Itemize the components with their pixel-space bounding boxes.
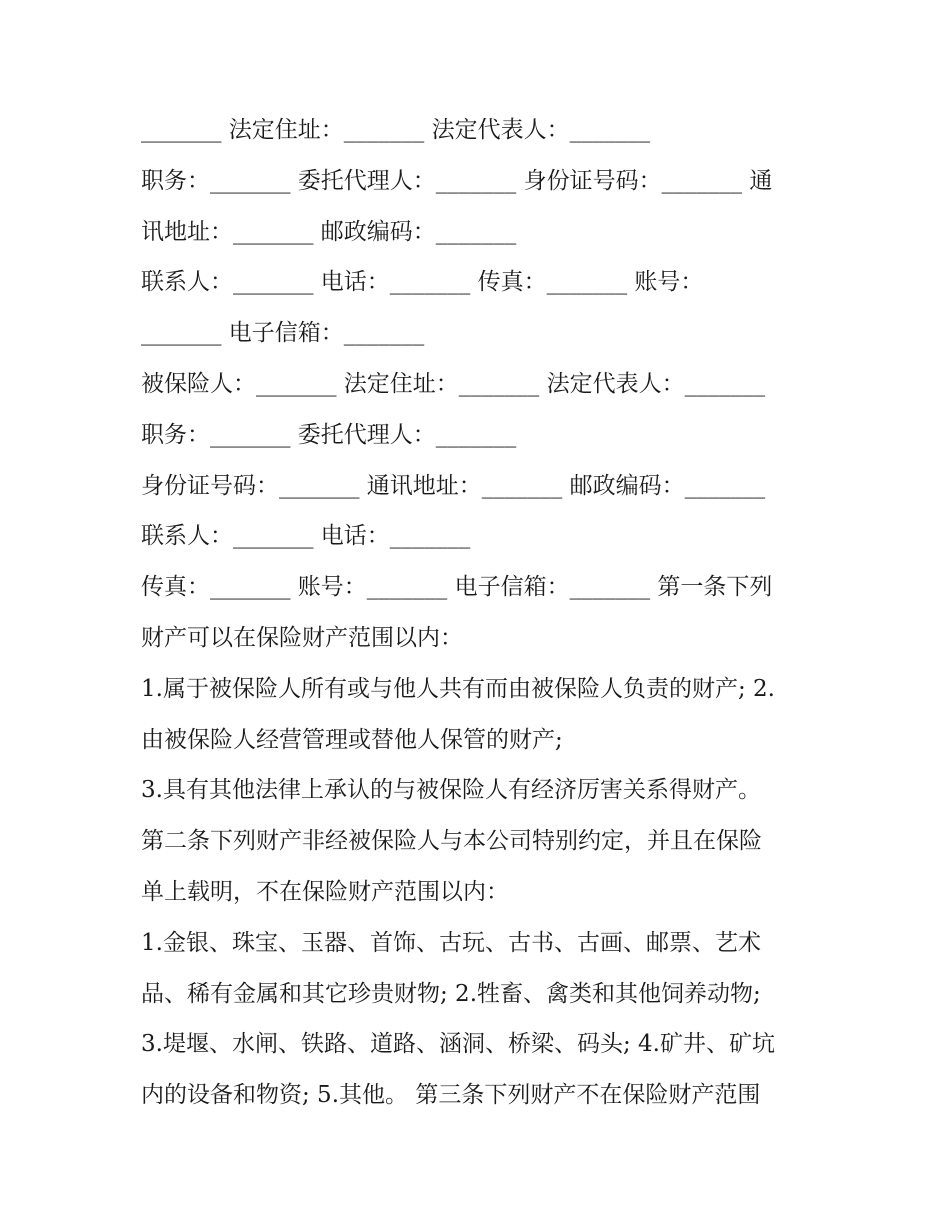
text-line: 1.金银、珠宝、玉器、首饰、古玩、古书、古画、邮票、艺术 [141, 929, 761, 956]
text-line: 由被保险人经营管理或替他人保管的财产; [141, 726, 563, 753]
text-line: 传真：_______ 账号：_______ 电子信箱：_______ 第一条下列 [141, 574, 773, 601]
text-line: 财产可以在保险财产范围以内： [141, 624, 463, 651]
text-line: 单上载明，不在保险财产范围以内： [141, 878, 509, 905]
text-line: 联系人：_______ 电话：_______ [141, 523, 471, 550]
text-line: 3.堤堰、水闸、铁路、道路、涵洞、桥梁、码头; 4.矿井、矿坑 [141, 1031, 775, 1058]
text-line: 内的设备和物资; 5.其他。 第三条下列财产不在保险财产范围 [141, 1082, 761, 1109]
text-line: 身份证号码：_______ 通讯地址：_______ 邮政编码：_______ [141, 472, 766, 499]
text-line: 联系人：_______ 电话：_______ 传真：_______ 账号： [141, 269, 704, 296]
text-line: 讯地址：_______ 邮政编码：_______ [141, 218, 517, 245]
text-line: 3.具有其他法律上承认的与被保险人有经济厉害关系得财产。 [141, 777, 761, 804]
text-line: 被保险人：_______ 法定住址：_______ 法定代表人：_______ [141, 370, 766, 397]
text-line: 品、稀有金属和其它珍贵财物; 2.牲畜、禽类和其他饲养动物; [141, 980, 761, 1007]
text-line: 第二条下列财产非经被保险人与本公司特别约定，并且在保险 [141, 828, 762, 855]
text-line: _______ 电子信箱：_______ [141, 320, 425, 347]
text-line: _______ 法定住址：_______ 法定代表人：_______ [141, 117, 651, 143]
text-line: 职务：_______ 委托代理人：_______ 身份证号码：_______ 通 [141, 167, 773, 194]
document-page [141, 105, 813, 1121]
text-line: 1.属于被保险人所有或与他人共有而由被保险人负责的财产; 2. [141, 675, 775, 702]
text-line: 职务：_______ 委托代理人：_______ [141, 421, 517, 448]
